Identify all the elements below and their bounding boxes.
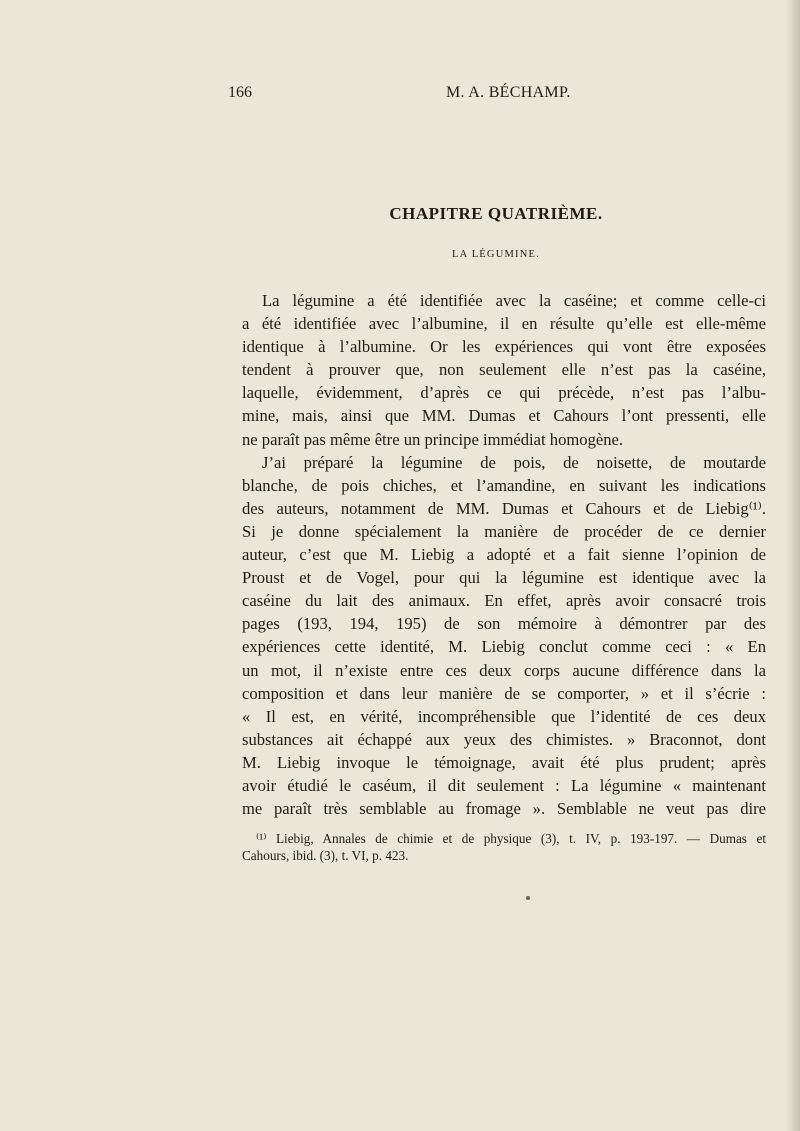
body-line: caséine du lait des animaux. En effet, après avoir consacré trois — [242, 591, 766, 611]
body-line: me paraît très semblable au fromage ». Semblable ne veut pas dire — [242, 799, 766, 819]
body-line: avoir étudié le caséum, il dit seulement : La légumine « maintenant — [242, 775, 766, 795]
body-line: tendent à prouver que, non seulement elle n’est pas la caséine, — [242, 360, 766, 380]
body-line: J’ai préparé la légumine de pois, de noisette, de moutarde — [262, 452, 766, 472]
footnote-line: ⁽¹⁾ Liebig, Annales de chimie et de physique (3), t. IV, p. 193-197. — Dumas et — [256, 831, 766, 846]
running-head — [228, 84, 764, 108]
body-line: composition et dans leur manière de se comporter, » et il s’écrie : — [242, 683, 766, 703]
body-line: des auteurs, notamment de MM. Dumas et Cahours et de Liebig⁽¹⁾. — [242, 498, 766, 518]
body-line: Si je donne spécialement la manière de procéder de ce dernier — [242, 521, 766, 541]
page-number: 166 — [228, 84, 252, 101]
body-line: Proust et de Vogel, pour qui la légumine est identique avec la — [242, 568, 766, 588]
body-line: laquelle, évidemment, d’après ce qui précède, n’est pas l’albu- — [242, 383, 766, 403]
footnote-line: Cahours, ibid. (3), t. VI, p. 423. — [242, 848, 409, 863]
footnote — [242, 830, 766, 864]
body-line: « Il est, en vérité, incompréhensible que l’identité de ces deux — [242, 706, 766, 726]
body-line: auteur, c’est que M. Liebig a adopté et a fait sienne l’opinion de — [242, 545, 766, 565]
body-line: mine, mais, ainsi que MM. Dumas et Cahours l’ont pressenti, elle — [242, 406, 766, 426]
body-line: un mot, il n’existe entre ces deux corps aucune différence dans la — [242, 660, 766, 680]
chapter-title: CHAPITRE QUATRIÈME. — [389, 204, 603, 223]
body-line: La légumine a été identifiée avec la caséine; et comme celle-ci — [262, 291, 766, 310]
body-text — [242, 289, 766, 820]
body-line: identique à l’albumine. Or les expériences qui vont être exposées — [242, 337, 766, 357]
body-line: pages (193, 194, 195) de son mémoire à démontrer par des — [242, 614, 766, 634]
body-line: ne paraît pas même être un principe immédiat homogène. — [242, 429, 624, 449]
page-edge-shadow — [786, 0, 800, 1131]
body-line: blanche, de pois chiches, et l’amandine, en suivant les indications — [242, 475, 766, 495]
body-line: a été identifiée avec l’albumine, il en résulte qu’elle est elle-même — [242, 314, 766, 334]
running-title: M. A. BÉCHAMP. — [446, 84, 571, 101]
ink-speck — [526, 896, 530, 900]
section-title: LA LÉGUMINE. — [452, 249, 540, 260]
body-line: expériences cette identité, M. Liebig conclut comme ceci : « En — [242, 637, 766, 657]
body-line: M. Liebig invoque le témoignage, avait été plus prudent; après — [242, 752, 766, 772]
body-line: substances ait échappé aux yeux des chimistes. » Braconnot, dont — [242, 729, 766, 749]
